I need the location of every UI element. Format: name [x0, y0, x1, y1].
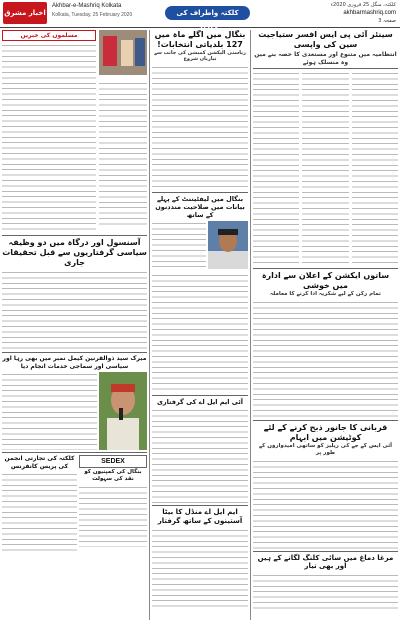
- divider: [253, 268, 398, 269]
- masthead: [0, 0, 400, 31]
- right-column: [253, 30, 398, 620]
- portrait-photo: [99, 372, 147, 450]
- top-block: [2, 30, 147, 233]
- story-body: [2, 472, 77, 552]
- story-subhead: ریاستی الیکشن کمیشن کی جانب سے تیاریاں شروع: [154, 50, 246, 63]
- story-headline: ساتوں ایکشن کے اعلان سے ادارہ میں خوشی: [261, 271, 390, 290]
- masthead-urdu-date: کلکتہ، منگل 25 فروری 2020ء: [330, 2, 396, 8]
- photo-block: [99, 30, 147, 233]
- divider: [253, 551, 398, 552]
- story-subhead: آئی ایس کے جے کی ریلیز کو ساتھی امیدواروں کے طور پر: [258, 442, 393, 456]
- text-column: [302, 71, 348, 266]
- story-headline: قربانی کا جانور ذبح کرنے کے لئے کوٹیشن میں ابہام: [263, 422, 388, 442]
- news-block: [2, 455, 77, 552]
- news-block: [79, 455, 147, 552]
- masthead-english-name: Akhbar-e-Mashriq Kolkata: [52, 3, 122, 9]
- story-body: [2, 43, 96, 233]
- column-divider: [149, 30, 150, 620]
- divider: [2, 235, 147, 236]
- masthead-page-number: صفحہ 3: [378, 18, 396, 24]
- masthead-dateline: Kolkata, Tuesday, 25 February 2020: [52, 12, 133, 18]
- story-headline: بنگال کی کمپنیوں کو نقد کی سہولت: [84, 469, 142, 482]
- story-headline: بنگال میں اگلے ماہ میں 127 بلدیاتی انتخابات!: [154, 30, 246, 49]
- lead-body: [253, 71, 398, 266]
- divider: [152, 192, 248, 193]
- middle-column: [152, 30, 248, 620]
- story-headline: بنگال میں لیفٹیننٹ کے پہلے بیانات میں صلاحیت منددنوں کے ساتھ: [155, 194, 245, 219]
- portrait-photo: [208, 221, 248, 269]
- sedex-badge: SEDEX: [79, 455, 147, 468]
- story-headline: کلکتہ کی تجارتی انجمن کی پریس کانفرنس: [4, 455, 75, 470]
- left-column: [2, 30, 147, 620]
- story-body: [2, 270, 147, 350]
- story-body: [152, 65, 248, 190]
- story-body: [152, 273, 248, 393]
- divider: [2, 352, 147, 353]
- lead-subhead: انتظامیہ میں متنوع اور مستعدی کا حصہ بنے میں وہ منسلک ہوئے: [254, 51, 397, 66]
- news-photo: [99, 30, 147, 75]
- divider: [2, 452, 147, 453]
- column-divider: [250, 30, 251, 620]
- story-subhead: تمام رکن کے لیے شکریہ ادا کرنے کا معاملہ: [270, 291, 381, 297]
- story-body: [253, 300, 398, 418]
- story-headline: آسنسول اور درگاہ میں دو وظیفہ سیاسی گرفتاریوں سے قبل تحقیقات جاری: [2, 238, 147, 267]
- story-body: [253, 459, 398, 549]
- story-body: [253, 573, 398, 613]
- divider: [152, 395, 248, 396]
- newspaper-logo: اخبار مشرق: [3, 2, 47, 24]
- text-column: [253, 71, 299, 266]
- divider: [253, 420, 398, 421]
- divider: [152, 505, 248, 506]
- story-headline: مرغا دماغ میں سائی کلنگ لگانے کے ہیں اور بھی تیار: [257, 553, 394, 571]
- story-body: [79, 485, 147, 547]
- story-body: [2, 372, 97, 450]
- story-body: [152, 408, 248, 503]
- story-headline: میرک سید ذوالقرنین کیمل نمبر میں بھی رہا اور سیاسی اور سماجی خدمات انجام دیا: [2, 355, 147, 370]
- lead-headline: سینئر آئی پی ایس افسر ستیاجیت سین کی واپسی: [258, 30, 393, 49]
- story-body: [152, 221, 206, 271]
- bottom-block: [2, 455, 147, 552]
- news-block: [2, 30, 96, 233]
- masthead-website: akhbarmashriq.com: [343, 10, 396, 16]
- story-block: [152, 221, 248, 271]
- section-banner: کلکتہ واطراف کی خبریں: [165, 6, 250, 20]
- story-body: [99, 81, 147, 226]
- story-body: [152, 528, 248, 608]
- section-label: مسلموں کی خبریں: [2, 30, 96, 41]
- story-headline: آئی ایم ایل اے کی گرفتاری: [156, 397, 244, 406]
- story-headline: ایم ایل اے منڈل کا بیٹا آستینوں کے ساتھ گرفتار: [157, 508, 243, 525]
- divider: [253, 68, 398, 69]
- text-column: [352, 71, 398, 266]
- story-block: [2, 372, 147, 450]
